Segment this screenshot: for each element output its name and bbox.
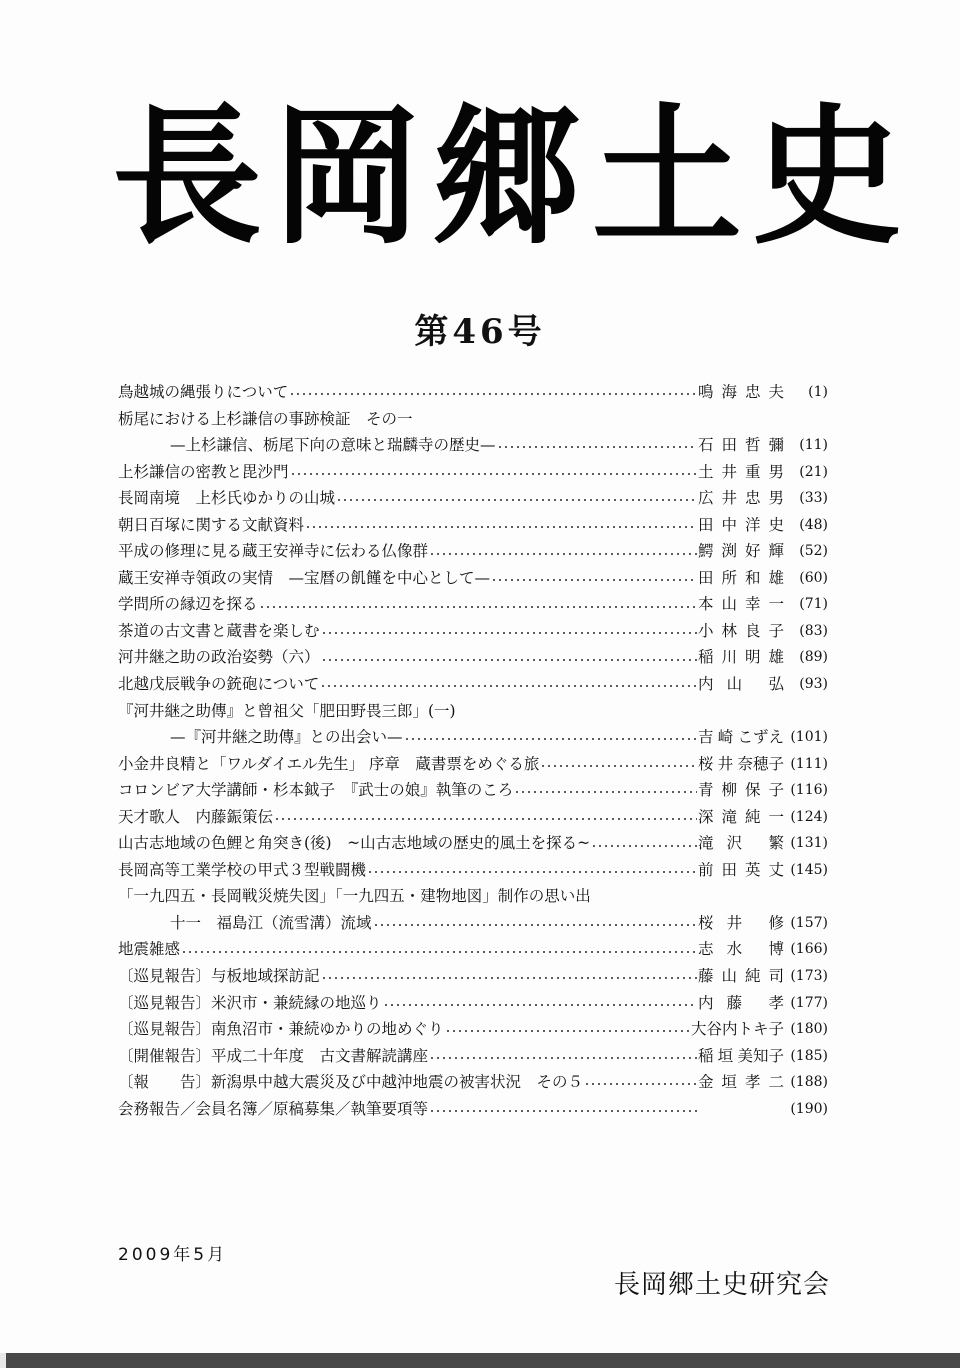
toc-entry: [118, 724, 828, 751]
toc-entry-title: コロンビア大学講師・杉本鉞子 『武士の娘』執筆のころ: [118, 781, 514, 800]
author-char: 沢: [726, 834, 743, 853]
toc-entry: [118, 751, 828, 778]
toc-entry-title: —『河井継之助傳』との出会い—: [170, 728, 403, 747]
toc-entry-title: 長岡南境 上杉氏ゆかりの山城: [118, 489, 336, 508]
toc-entry-author: [698, 936, 788, 963]
dot-leader: [383, 990, 697, 1016]
author-char: 司: [768, 967, 784, 986]
dot-leader: [429, 1096, 697, 1122]
toc-entry-author: [698, 671, 788, 698]
author-char: 修: [768, 913, 784, 932]
toc-entry: [118, 644, 828, 671]
toc-entry: [118, 857, 828, 884]
toc-entry-page: (21): [799, 463, 828, 480]
author-char: 繁: [768, 834, 784, 853]
toc-entry: [118, 1043, 828, 1070]
author-char: 深: [698, 807, 714, 826]
toc-entry-page: (190): [790, 1100, 828, 1117]
author-char: 夫: [768, 383, 784, 401]
dot-leader: [540, 751, 697, 777]
toc-entry: [118, 963, 828, 990]
dot-leader: [336, 485, 697, 511]
dot-leader: [320, 671, 697, 697]
toc-entry: [118, 990, 828, 1017]
author-char: 田: [698, 568, 714, 587]
toc-entry-title: 〔巡見報告〕与板地域探訪記: [118, 967, 320, 986]
author-char: 田: [721, 860, 737, 879]
toc-entry: [118, 459, 828, 486]
author-char: 輝: [768, 542, 784, 561]
toc-entry: [118, 804, 828, 831]
toc-entry-author: [698, 910, 788, 937]
toc-entry-title: 天才歌人 内藤鋠策伝: [118, 807, 274, 826]
toc-entry-page: (131): [790, 835, 828, 852]
author-char: 良: [744, 621, 761, 640]
author-char: 林: [721, 621, 737, 640]
toc-entry-title: 『河井継之助傳』と曾祖父「肥田野畏三郎」(一): [118, 701, 456, 720]
toc-entry-title: 蔵王安禅寺領政の実情 —宝暦の飢饉を中心として—: [118, 568, 491, 587]
toc-entry-page: (11): [799, 437, 828, 454]
author-char: 史: [768, 515, 784, 534]
toc-entry-title: 栃尾における上杉謙信の事跡検証 その一: [118, 409, 413, 428]
toc-entry-page: (93): [799, 676, 828, 693]
toc-entry-page: (166): [790, 941, 828, 958]
author-char: 子: [768, 621, 784, 640]
author-char: 中: [721, 515, 737, 534]
author-char: 滝: [721, 807, 737, 826]
author-char: 崎: [717, 728, 734, 747]
toc-entry: [118, 565, 828, 592]
toc-entry: [118, 591, 828, 618]
author-char: 井: [721, 489, 737, 508]
toc-entry-page: (145): [790, 861, 828, 878]
toc-entry: [118, 512, 828, 539]
dot-leader: [289, 379, 697, 405]
issue-number: 第46号: [414, 312, 546, 352]
toc-entry-title: 山古志地域の色鯉と角突き(後) ~山古志地域の歴史的風土を探る~: [118, 834, 591, 853]
toc-entry-title: 長岡高等工業学校の甲式３型戦闘機: [118, 860, 367, 879]
toc-entry-author: [698, 777, 788, 804]
author-char: 忠: [744, 383, 761, 401]
toc-entry-page: (60): [799, 569, 828, 586]
author-char: 川: [721, 648, 737, 667]
toc-entry-page: (157): [790, 914, 828, 931]
author-char: 小: [698, 621, 714, 640]
toc-entry-title: 「一九四五・長岡戦災焼失図」「一九四五・建物地図」制作の思い出: [118, 887, 591, 906]
dot-leader: [445, 1016, 690, 1042]
toc-entry-author: [698, 591, 788, 618]
author-char: 奈穂子: [737, 754, 784, 773]
toc-entry-title: 平成の修理に見る蔵王安禅寺に伝わる仏像群: [118, 542, 429, 561]
author-char: 一: [768, 595, 784, 614]
author-char: 哲: [744, 436, 761, 455]
author-char: 田: [698, 515, 714, 534]
author-char: 鰐: [698, 542, 714, 561]
author-char: 渕: [721, 542, 737, 561]
author-char: 重: [744, 462, 761, 481]
toc-entry-author: [698, 618, 788, 645]
author-char: 山: [726, 675, 743, 694]
toc-entry-title: 〔巡見報告〕南魚沼市・兼続ゆかりの地めぐり: [118, 1020, 444, 1039]
author-char: 和: [744, 568, 761, 587]
toc-entry-title: 〔開催報告〕平成二十年度 古文書解読講座: [118, 1046, 429, 1065]
toc-entry-page: (83): [799, 622, 828, 639]
author-char: 金: [698, 1073, 714, 1092]
dot-leader: [591, 831, 697, 857]
toc-entry-author: [698, 830, 788, 857]
author-char: 井: [726, 913, 743, 932]
author-char: 洋: [744, 515, 761, 534]
author-char: 田: [721, 436, 737, 455]
toc-entry-author: [698, 538, 788, 565]
toc-entry-title: 朝日百塚に関する文献資料: [118, 515, 305, 534]
toc-entry-title: 小金井良精と「ワルダイエル先生」 序章 蔵書票をめぐる旅: [118, 754, 540, 773]
toc-entry-page: (116): [790, 782, 828, 799]
toc-entry: [118, 1096, 828, 1123]
toc-entry-title: 上杉謙信の密教と毘沙門: [118, 462, 289, 481]
table-of-contents: [118, 379, 828, 1122]
toc-entry-title: —上杉謙信、栃尾下向の意味と瑞麟寺の歴史—: [170, 436, 496, 455]
author-char: 所: [721, 568, 737, 587]
toc-entry-title: 北越戊辰戦争の銃砲について: [118, 675, 320, 694]
toc-entry-title: 地震雑感: [118, 940, 181, 959]
publisher-name: 長岡郷土史研究会: [613, 1270, 830, 1300]
author-char: 井: [721, 462, 737, 481]
toc-entry-author: [698, 485, 788, 512]
author-char: 山: [721, 595, 737, 614]
dot-leader: [321, 645, 697, 671]
toc-entry: [118, 777, 828, 804]
author-char: 藤: [726, 993, 743, 1012]
toc-entry-author: [698, 565, 788, 592]
toc-entry-title: 十一 福島江（流雪溝）流域: [170, 913, 372, 932]
author-char: 志: [698, 940, 714, 959]
author-char: 博: [768, 940, 784, 959]
toc-entry-page: (89): [799, 649, 828, 666]
toc-entry: [118, 936, 828, 963]
author-char: 井: [717, 754, 734, 773]
toc-heading: [118, 698, 828, 725]
author-char: 英: [744, 860, 761, 879]
toc-entry-author: [698, 432, 788, 459]
toc-entry-author: [698, 644, 788, 671]
toc-entry-page: (177): [790, 994, 828, 1011]
toc-entry: [118, 379, 828, 406]
author-char: 好: [744, 542, 761, 561]
author-char: 青: [698, 781, 714, 800]
author-char: 垣: [717, 1046, 734, 1065]
author-char: 幸: [744, 595, 761, 614]
toc-entry-page: (101): [790, 729, 828, 746]
toc-entry-author: [698, 379, 788, 406]
toc-entry-author: [698, 724, 788, 751]
dot-leader: [373, 910, 697, 936]
toc-entry-page: (180): [790, 1021, 828, 1038]
dot-leader: [584, 1069, 697, 1095]
journal-title: 長岡郷土史: [112, 89, 913, 265]
toc-entry-title: 鳥越城の縄張りについて: [118, 383, 289, 401]
author-char: 保: [744, 781, 761, 800]
toc-heading: [118, 406, 828, 433]
author-char: 彌: [768, 436, 784, 455]
toc-entry-author: [698, 459, 788, 486]
author-char: 藤: [698, 967, 714, 986]
author-char: 滝: [698, 834, 714, 853]
toc-entry-title: 茶道の古文書と蔵書を楽しむ: [118, 621, 320, 640]
author-char: 桜: [698, 754, 714, 773]
author-char: 石: [698, 436, 714, 455]
author-char: 純: [744, 807, 761, 826]
toc-entry: [118, 485, 828, 512]
dot-leader: [497, 432, 697, 458]
toc-heading: [118, 883, 828, 910]
author-char: こずえ: [737, 728, 784, 747]
toc-entry-author: [698, 857, 788, 884]
author-char: 純: [744, 967, 761, 986]
toc-entry-author: [698, 963, 788, 990]
dot-leader: [321, 963, 697, 989]
dot-leader: [305, 512, 697, 538]
toc-entry-title: 〔報 告〕新潟県中越大震災及び中越沖地震の被害状況 その５: [118, 1073, 584, 1092]
toc-entry-page: (173): [790, 968, 828, 985]
author-char: 大谷内: [690, 1020, 738, 1039]
toc-entry-title: 〔巡見報告〕米沢市・兼続縁の地巡り: [118, 993, 382, 1012]
publication-date: 2009年5月: [118, 1245, 228, 1265]
toc-entry-page: (52): [799, 543, 828, 560]
dot-leader: [290, 459, 697, 485]
toc-entry-author: [698, 804, 788, 831]
author-char: 男: [768, 489, 784, 508]
toc-entry-page: (71): [799, 596, 828, 613]
toc-entry: [118, 618, 828, 645]
author-char: 鳴: [698, 383, 714, 401]
author-char: 男: [768, 462, 784, 481]
author-char: 忠: [744, 489, 761, 508]
author-char: 弘: [768, 675, 784, 694]
toc-entry: [118, 432, 828, 459]
toc-entry: [118, 830, 828, 857]
dot-leader: [429, 539, 697, 565]
author-char: 本: [698, 595, 714, 614]
author-char: 雄: [768, 568, 784, 587]
toc-entry-author: [698, 990, 788, 1017]
toc-entry: [118, 538, 828, 565]
author-char: 明: [744, 648, 761, 667]
toc-entry: [118, 1016, 828, 1043]
author-char: 垣: [721, 1073, 737, 1092]
toc-entry-author: [698, 751, 788, 778]
toc-entry-page: (33): [799, 490, 828, 507]
author-char: 一: [768, 807, 784, 826]
author-char: 稲: [698, 648, 714, 667]
toc-entry-title: 会務報告／会員名簿／原稿募集／執筆要項等: [118, 1099, 429, 1118]
dot-leader: [514, 777, 697, 803]
author-char: 柳: [721, 781, 737, 800]
toc-entry-author: [698, 1043, 788, 1070]
dot-leader: [367, 857, 697, 883]
toc-entry-page: (188): [790, 1074, 828, 1091]
dot-leader: [259, 592, 697, 618]
toc-entry-author: [698, 512, 788, 539]
dot-leader: [181, 937, 697, 963]
author-char: 丈: [768, 860, 784, 879]
toc-entry: [118, 671, 828, 698]
author-char: 雄: [768, 648, 784, 667]
toc-entry-title: 河井継之助の政治姿勢（六）: [118, 648, 320, 667]
author-char: 内: [698, 675, 714, 694]
toc-entry-page: (111): [790, 755, 828, 772]
toc-entry-author: [691, 1016, 788, 1043]
author-char: 内: [698, 993, 714, 1012]
author-char: 稲: [698, 1046, 714, 1065]
author-char: 孝: [744, 1073, 761, 1092]
toc-entry: [118, 910, 828, 937]
dot-leader: [321, 618, 697, 644]
dot-leader: [491, 565, 697, 591]
author-char: 前: [698, 860, 714, 879]
author-char: 孝: [768, 993, 784, 1012]
author-char: トキ子: [737, 1020, 784, 1039]
author-char: 桜: [698, 913, 714, 932]
author-char: 子: [768, 781, 784, 800]
toc-entry-page: (124): [790, 808, 828, 825]
author-char: 吉: [698, 728, 714, 747]
author-char: 海: [721, 383, 737, 401]
toc-entry-author: [698, 1069, 788, 1096]
author-char: 山: [721, 967, 737, 986]
author-char: 美知子: [737, 1046, 784, 1065]
dot-leader: [404, 724, 697, 750]
toc-entry-page: (1): [808, 384, 828, 400]
toc-entry-page: (185): [790, 1047, 828, 1064]
dot-leader: [429, 1043, 697, 1069]
toc-entry-page: (48): [799, 516, 828, 533]
author-char: 二: [768, 1073, 784, 1092]
toc-entry-title: 学問所の縁辺を探る: [118, 595, 258, 614]
scan-shadow-band: [6, 1353, 960, 1368]
toc-entry: [118, 1069, 828, 1096]
author-char: 水: [726, 940, 743, 959]
author-char: 土: [698, 462, 714, 481]
author-char: 広: [698, 489, 714, 508]
dot-leader: [274, 804, 697, 830]
